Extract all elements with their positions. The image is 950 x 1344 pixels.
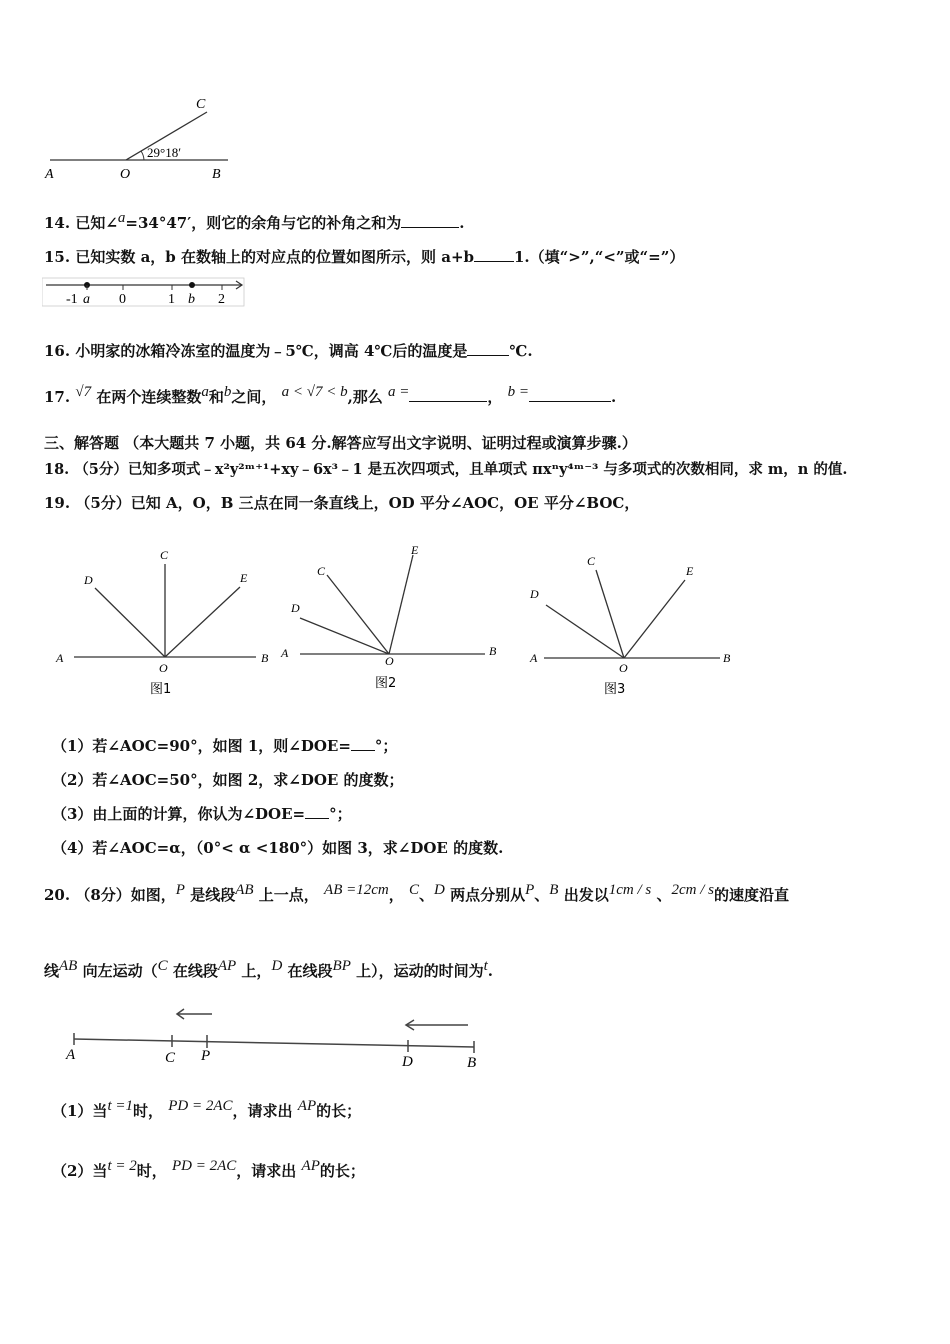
segment-figure <box>60 1005 490 1075</box>
svg-text:D: D <box>402 1054 413 1070</box>
answer-blank[interactable] <box>305 804 329 819</box>
tick-1: 1 <box>168 292 175 307</box>
label-c: C <box>196 97 206 112</box>
question-14: 14. 已知∠a=34°47′，则它的余角与它的补角之和为 . <box>44 210 465 232</box>
svg-text:B: B <box>489 644 497 658</box>
question-18: 18. （5分）已知多项式﹣x²y²ᵐ⁺¹+xy﹣6x³﹣1 是五次四项式，且单项式 πxⁿy⁴ᵐ⁻³ 与多项式的次数相同，求 m，n 的值. <box>44 461 848 478</box>
svg-text:C: C <box>165 1050 176 1066</box>
q20-part-2: （2）当t = 2时， PD = 2AC，请求出 AP的长； <box>52 1158 365 1180</box>
label-b: B <box>212 167 221 182</box>
svg-text:图1: 图1 <box>150 682 172 697</box>
svg-text:A: A <box>530 651 538 665</box>
figure-3 <box>520 540 750 700</box>
q19-part-4: （4）若∠AOC=α，（0°< α <180°）如图 3，求∠DOE 的度数. <box>52 839 504 857</box>
answer-blank-a[interactable] <box>409 387 487 402</box>
svg-text:C: C <box>317 564 326 578</box>
svg-text:B: B <box>723 651 731 665</box>
label-a: A <box>45 167 54 182</box>
figure-2 <box>275 540 505 700</box>
svg-text:D: D <box>84 573 93 587</box>
label-b: b <box>188 292 195 307</box>
svg-text:O: O <box>159 661 168 675</box>
svg-text:E: E <box>686 564 694 578</box>
svg-text:B: B <box>261 651 269 665</box>
svg-text:C: C <box>587 554 596 568</box>
angle-figure <box>40 92 240 187</box>
question-15: 15. 已知实数 a，b 在数轴上的对应点的位置如图所示，则 a+b 1.（填“>”,“<”或“=”） <box>44 248 685 266</box>
tick-2: 2 <box>218 292 225 307</box>
svg-text:图3: 图3 <box>604 682 626 697</box>
answer-blank[interactable] <box>401 213 459 228</box>
question-16: 16. 小明家的冰箱冷冻室的温度为﹣5℃，调高 4℃后的温度是 ℃. <box>44 342 533 360</box>
svg-text:O: O <box>619 661 628 675</box>
svg-text:E: E <box>411 543 419 557</box>
answer-blank-b[interactable] <box>529 387 611 402</box>
tick-0: 0 <box>119 292 126 307</box>
angle-value: 29°18′ <box>147 145 182 160</box>
answer-blank[interactable] <box>351 736 375 751</box>
number-line <box>42 276 247 308</box>
figure-1 <box>50 540 280 700</box>
tick-neg1: -1 <box>66 292 78 307</box>
svg-text:E: E <box>240 571 248 585</box>
svg-text:A: A <box>281 646 289 660</box>
svg-text:D: D <box>530 587 539 601</box>
angle-arc <box>141 151 144 160</box>
question-20: 20. （8分）如图，P 是线段AB 上一点， AB =12cm， C、D 两点分别从P、B 出发以1cm / s 、2cm / s的速度沿直 <box>44 882 789 904</box>
answer-blank[interactable] <box>467 341 509 356</box>
section-header: 三、解答题 （本大题共 7 小题，共 64 分.解答应写出文字说明、证明过程或演算步骤.） <box>44 434 637 452</box>
svg-text:B: B <box>467 1055 477 1071</box>
q19-part-3: （3）由上面的计算，你认为∠DOE= °； <box>52 805 352 823</box>
question-19: 19. （5分）已知 A，O，B 三点在同一条直线上，OD 平分∠AOC，OE 平分∠BOC， <box>44 494 640 512</box>
svg-text:O: O <box>385 654 394 668</box>
svg-text:D: D <box>291 601 300 615</box>
label-o: O <box>120 167 131 182</box>
q20-part-1: （1）当t =1时， PD = 2AC，请求出 AP的长； <box>52 1098 362 1120</box>
q19-part-1: （1）若∠AOC=90°，如图 1，则∠DOE= °； <box>52 737 398 755</box>
svg-text:A: A <box>56 651 64 665</box>
svg-text:A: A <box>66 1047 76 1063</box>
question-20-line-2: 线AB 向左运动（C 在线段AP 上，D 在线段BP 上），运动的时间为t. <box>44 958 494 980</box>
svg-text:C: C <box>160 548 169 562</box>
question-17: 17. √7 在两个连续整数a和b之间， a < √7 < b,那么 a = ， b = . <box>44 384 617 406</box>
svg-text:图2: 图2 <box>375 676 397 691</box>
q19-part-2: （2）若∠AOC=50°，如图 2，求∠DOE 的度数； <box>52 771 404 789</box>
label-a: a <box>83 292 90 307</box>
svg-text:P: P <box>201 1048 211 1064</box>
point-b <box>189 282 195 288</box>
answer-blank[interactable] <box>474 247 514 262</box>
